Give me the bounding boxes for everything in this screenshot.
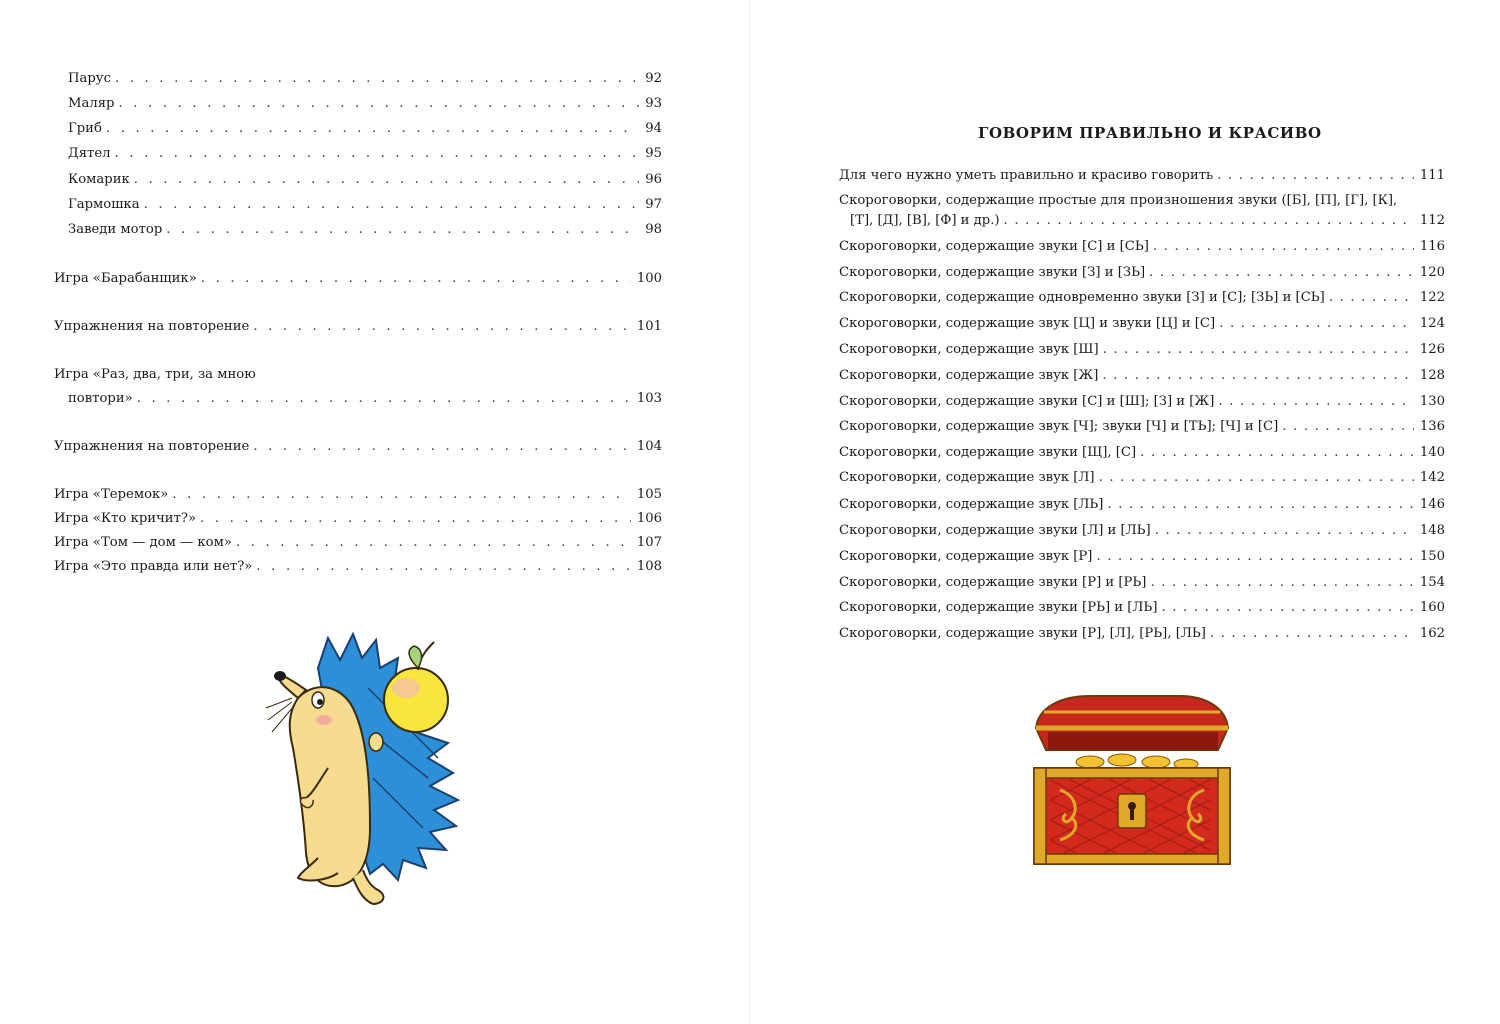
toc-entry-page: 120: [1419, 265, 1445, 280]
toc-entry[interactable]: [839, 394, 1445, 410]
toc-entry-page: 98: [645, 222, 662, 237]
toc-entry[interactable]: [839, 265, 1445, 281]
toc-entry-page: 108: [636, 559, 662, 574]
toc-entry[interactable]: [839, 575, 1445, 591]
toc-entry[interactable]: [68, 222, 662, 238]
toc-entry-title: Скороговорки, содержащие звук [Ч]; звуки [Ч] и [ТЬ]; [Ч] и [С]: [839, 419, 1279, 434]
toc-leader-dots: [106, 121, 639, 137]
toc-entry-title: Скороговорки, содержащие звук [Ц] и звуки [Ц] и [С]: [839, 316, 1216, 331]
toc-leader-dots: [1102, 368, 1413, 384]
toc-entry[interactable]: [850, 213, 1445, 229]
toc-entry-title: Скороговорки, содержащие звуки [З] и [ЗЬ]: [839, 265, 1146, 280]
toc-entry-title: Маляр: [68, 96, 115, 111]
toc-leader-dots: [1155, 523, 1414, 539]
toc-leader-dots: [256, 559, 630, 575]
toc-entry-title: Скороговорки, содержащие звуки [Щ], [С]: [839, 445, 1137, 460]
toc-entry[interactable]: [54, 271, 662, 287]
toc-entry-title: Парус: [68, 71, 111, 86]
toc-leader-dots: [172, 487, 630, 503]
toc-leader-dots: [1099, 470, 1414, 486]
toc-entry-page: 101: [636, 319, 662, 334]
toc-leader-dots: [1150, 575, 1413, 591]
toc-entry[interactable]: [839, 549, 1445, 565]
toc-entry-title: Упражнения на повторение: [54, 439, 250, 454]
toc-entry[interactable]: [839, 168, 1445, 184]
toc-entry-title-cont: [Т], [Д], [В], [Ф] и др.): [850, 213, 1000, 228]
toc-entry[interactable]: [839, 239, 1445, 255]
toc-entry-page: 154: [1419, 575, 1445, 590]
toc-entry-page: 104: [636, 439, 662, 454]
toc-entry-title: Игра «Это правда или нет?»: [54, 559, 253, 574]
toc-leader-dots: [1282, 419, 1414, 435]
toc-entry[interactable]: [839, 290, 1445, 306]
toc-entry[interactable]: [68, 391, 662, 407]
toc-entry[interactable]: [839, 523, 1445, 539]
toc-leader-dots: [144, 197, 640, 213]
toc-entry-page: 142: [1419, 470, 1445, 485]
toc-entry-page: 126: [1419, 342, 1445, 357]
toc-entry-title: Игра «Барабанщик»: [54, 271, 197, 286]
toc-entry-page: 150: [1419, 549, 1445, 564]
toc-entry-page: 94: [645, 121, 662, 136]
toc-leader-dots: [115, 71, 639, 87]
hedgehog-illustration: [258, 628, 468, 913]
toc-entry-page: 103: [636, 391, 662, 406]
toc-entry-title: Гармошка: [68, 197, 140, 212]
toc-entry[interactable]: [839, 368, 1445, 384]
toc-entry-title: Игра «Том — дом — ком»: [54, 535, 232, 550]
toc-entry-title-cont: повтори»: [68, 391, 133, 406]
toc-leader-dots: [119, 96, 640, 112]
toc-entry-page: 160: [1419, 600, 1445, 615]
toc-entry-title: Скороговорки, содержащие звуки [РЬ] и [ЛЬ]: [839, 600, 1158, 615]
toc-entry-page: 116: [1419, 239, 1445, 254]
toc-leader-dots: [1153, 239, 1414, 255]
toc-leader-dots: [1140, 445, 1414, 461]
toc-entry-title: Скороговорки, содержащие звук [ЛЬ]: [839, 497, 1104, 512]
toc-entry[interactable]: [68, 96, 662, 112]
toc-entry-title: Скороговорки, содержащие звук [Ж]: [839, 368, 1099, 383]
toc-entry[interactable]: [54, 535, 662, 551]
toc-entry[interactable]: [68, 121, 662, 137]
toc-leader-dots: [253, 439, 631, 455]
toc-leader-dots: [134, 172, 639, 188]
toc-leader-dots: [253, 319, 631, 335]
toc-entry-page: 100: [636, 271, 662, 286]
toc-leader-dots: [1218, 394, 1413, 410]
toc-entry-title: Скороговорки, содержащие звуки [Р] и [РЬ]: [839, 575, 1147, 590]
toc-entry-title: Скороговорки, содержащие звуки [С] и [Ш]; [З] и [Ж]: [839, 394, 1215, 409]
toc-entry-page: 140: [1419, 445, 1445, 460]
toc-entry-title: Гриб: [68, 121, 102, 136]
toc-entry-title: Скороговорки, содержащие звук [Ш]: [839, 342, 1099, 357]
toc-entry-title: Скороговорки, содержащие звуки [Р], [Л], [РЬ], [ЛЬ]: [839, 626, 1206, 641]
toc-leader-dots: [1149, 265, 1414, 281]
toc-leader-dots: [115, 146, 640, 162]
toc-entry-page: 162: [1419, 626, 1445, 641]
toc-entry-title: Комарик: [68, 172, 130, 187]
toc-entry-title: Скороговорки, содержащие одновременно звуки [З] и [С]; [ЗЬ] и [СЬ]: [839, 290, 1325, 305]
toc-entry[interactable]: [54, 559, 662, 575]
toc-entry[interactable]: [54, 487, 662, 503]
toc-entry-page: 122: [1419, 290, 1445, 305]
toc-entry-title: Дятел: [68, 146, 111, 161]
toc-entry-title: Скороговорки, содержащие звук [Р]: [839, 549, 1093, 564]
toc-entry[interactable]: [68, 71, 662, 87]
toc-entry-title: Для чего нужно уметь правильно и красиво говорить: [839, 168, 1214, 183]
toc-entry-page: 96: [645, 172, 662, 187]
toc-entry-page: 112: [1419, 213, 1445, 228]
toc-entry[interactable]: [68, 172, 662, 188]
toc-entry[interactable]: [68, 146, 662, 162]
toc-leader-dots: [137, 391, 631, 407]
toc-entry-title[interactable]: Скороговорки, содержащие простые для произношения звуки ([Б], [П], [Г], [К],: [839, 193, 1398, 208]
toc-entry-title: Скороговорки, содержащие звуки [Л] и [ЛЬ]: [839, 523, 1151, 538]
toc-entry-page: 107: [636, 535, 662, 550]
toc-leader-dots: [1107, 497, 1413, 513]
toc-entry[interactable]: [839, 419, 1445, 435]
section-heading: ГОВОРИМ ПРАВИЛЬНО И КРАСИВО: [978, 124, 1322, 142]
toc-leader-dots: [1329, 290, 1414, 306]
toc-entry-page: 92: [645, 71, 662, 86]
toc-entry-title: Упражнения на повторение: [54, 319, 250, 334]
toc-leader-dots: [1096, 549, 1413, 565]
toc-leader-dots: [200, 511, 631, 527]
toc-entry-page: 95: [645, 146, 662, 161]
toc-entry-page: 130: [1419, 394, 1445, 409]
toc-leader-dots: [1161, 600, 1413, 616]
toc-entry-page: 148: [1419, 523, 1445, 538]
toc-entry-title: Игра «Теремок»: [54, 487, 169, 502]
toc-entry[interactable]: [839, 470, 1445, 486]
toc-leader-dots: [1217, 168, 1414, 184]
toc-entry-page: 111: [1419, 168, 1445, 183]
toc-leader-dots: [1210, 626, 1414, 642]
toc-entry-title: Заведи мотор: [68, 222, 163, 237]
toc-entry[interactable]: [68, 197, 662, 213]
toc-entry-page: 93: [645, 96, 662, 111]
toc-entry-title[interactable]: Игра «Раз, два, три, за мною: [54, 367, 256, 382]
toc-entry[interactable]: [839, 626, 1445, 642]
toc-entry[interactable]: [839, 316, 1445, 332]
toc-entry-page: 124: [1419, 316, 1445, 331]
toc-leader-dots: [236, 535, 631, 551]
page-gutter: [749, 0, 750, 1024]
toc-leader-dots: [1219, 316, 1414, 332]
toc-entry-page: 128: [1419, 368, 1445, 383]
toc-entry[interactable]: [839, 600, 1445, 616]
toc-entry-page: 146: [1419, 497, 1445, 512]
toc-entry-title: Скороговорки, содержащие звук [Л]: [839, 470, 1095, 485]
toc-leader-dots: [166, 222, 639, 238]
toc-entry[interactable]: [839, 497, 1445, 513]
treasure-chest-illustration: [1030, 690, 1235, 868]
toc-entry[interactable]: [54, 439, 662, 455]
toc-entry-page: 97: [645, 197, 662, 212]
toc-entry-page: 106: [636, 511, 662, 526]
toc-entry-page: 136: [1419, 419, 1445, 434]
toc-entry[interactable]: [54, 511, 662, 527]
toc-leader-dots: [1103, 342, 1414, 358]
toc-entry-page: 105: [636, 487, 662, 502]
toc-leader-dots: [201, 271, 631, 287]
toc-entry[interactable]: [839, 445, 1445, 461]
toc-entry-title: Игра «Кто кричит?»: [54, 511, 197, 526]
toc-entry[interactable]: [839, 342, 1445, 358]
toc-entry[interactable]: [54, 319, 662, 335]
toc-entry-title: Скороговорки, содержащие звуки [С] и [СЬ]: [839, 239, 1149, 254]
toc-leader-dots: [1004, 213, 1414, 229]
